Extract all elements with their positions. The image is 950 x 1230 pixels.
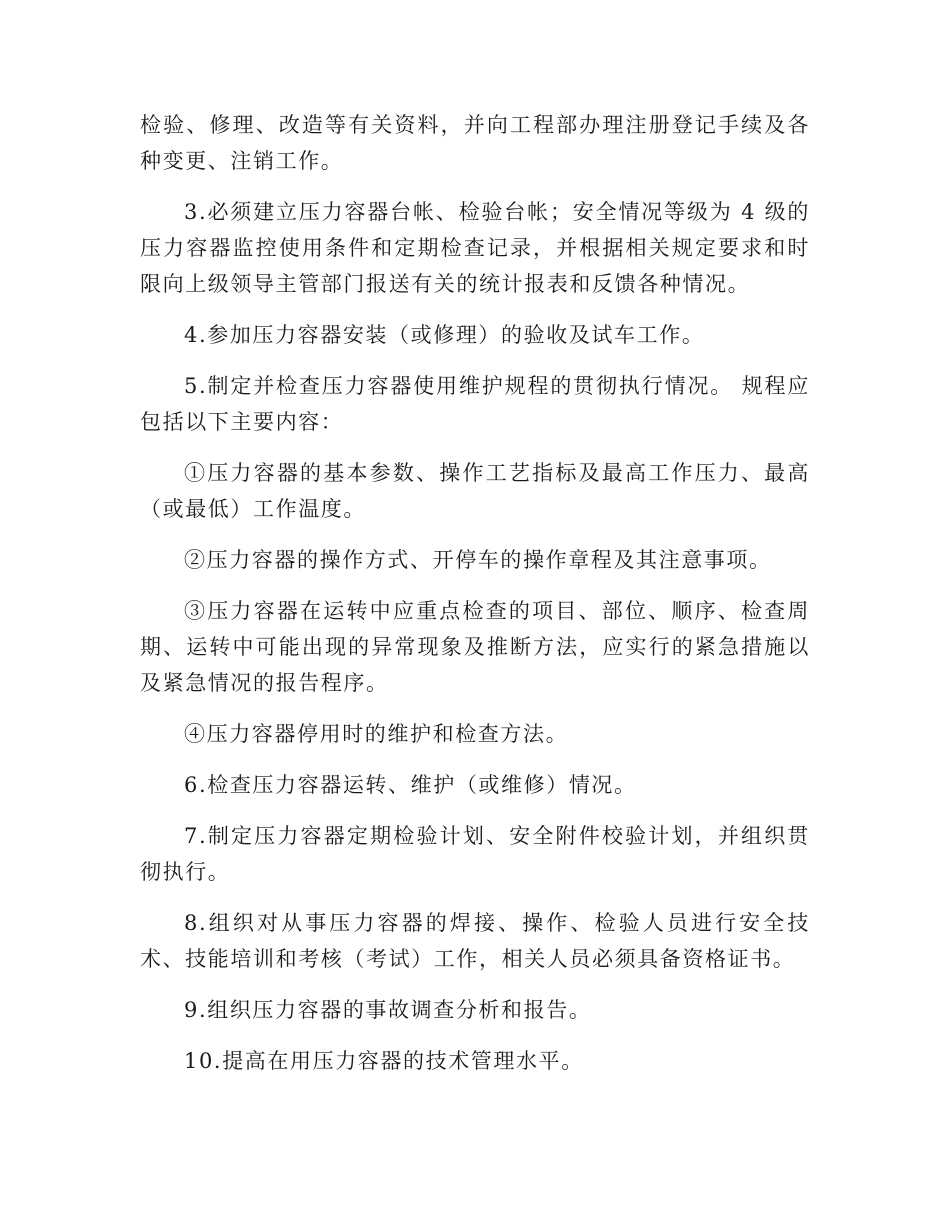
document-body (140, 107, 810, 1079)
paragraph-item-7: 7.制定压力容器定期检验计划、安全附件校验计划，并组织贯彻执行。 (140, 824, 810, 884)
paragraph-item-5: 5.制定并检查压力容器使用维护规程的贯彻执行情况。 规程应包括以下主要内容： (140, 374, 810, 434)
paragraph-subitem-1: ①压力容器的基本参数、操作工艺指标及最高工作压力、最高（或最低）工作温度。 (140, 461, 810, 521)
paragraph-subitem-3: ③压力容器在运转中应重点检查的项目、部位、顺序、检查周期、运转中可能出现的异常现象及推断方法，应实行的紧急措施以及紧急情况的报告程序。 (140, 599, 810, 695)
paragraph-item-8: 8.组织对从事压力容器的焊接、操作、检验人员进行安全技术、技能培训和考核（考试）工作，相关人员必须具备资格证书。 (140, 911, 810, 971)
paragraph-item-6: 6.检查压力容器运转、维护（或维修）情况。 (184, 773, 637, 797)
paragraph-item-9: 9.组织压力容器的事故调查分析和报告。 (184, 998, 592, 1022)
paragraph-subitem-2: ②压力容器的操作方式、开停车的操作章程及其注意事项。 (184, 548, 772, 572)
paragraph-item-4: 4.参加压力容器安装（或修理）的验收及试车工作。 (184, 323, 705, 347)
paragraph-item-10: 10.提高在用压力容器的技术管理水平。 (184, 1049, 584, 1073)
paragraph-item-3: 3.必须建立压力容器台帐、检验台帐；安全情况等级为 4 级的压力容器监控使用条件和定期检查记录，并根据相关规定要求和时限向上级领导主管部门报送有关的统计报表和反馈各种情况。 (140, 200, 810, 296)
paragraph-subitem-4: ④压力容器停用时的维护和检查方法。 (184, 722, 569, 746)
paragraph-continuation: 检验、修理、改造等有关资料，并向工程部办理注册登记手续及各种变更、注销工作。 (140, 113, 810, 173)
